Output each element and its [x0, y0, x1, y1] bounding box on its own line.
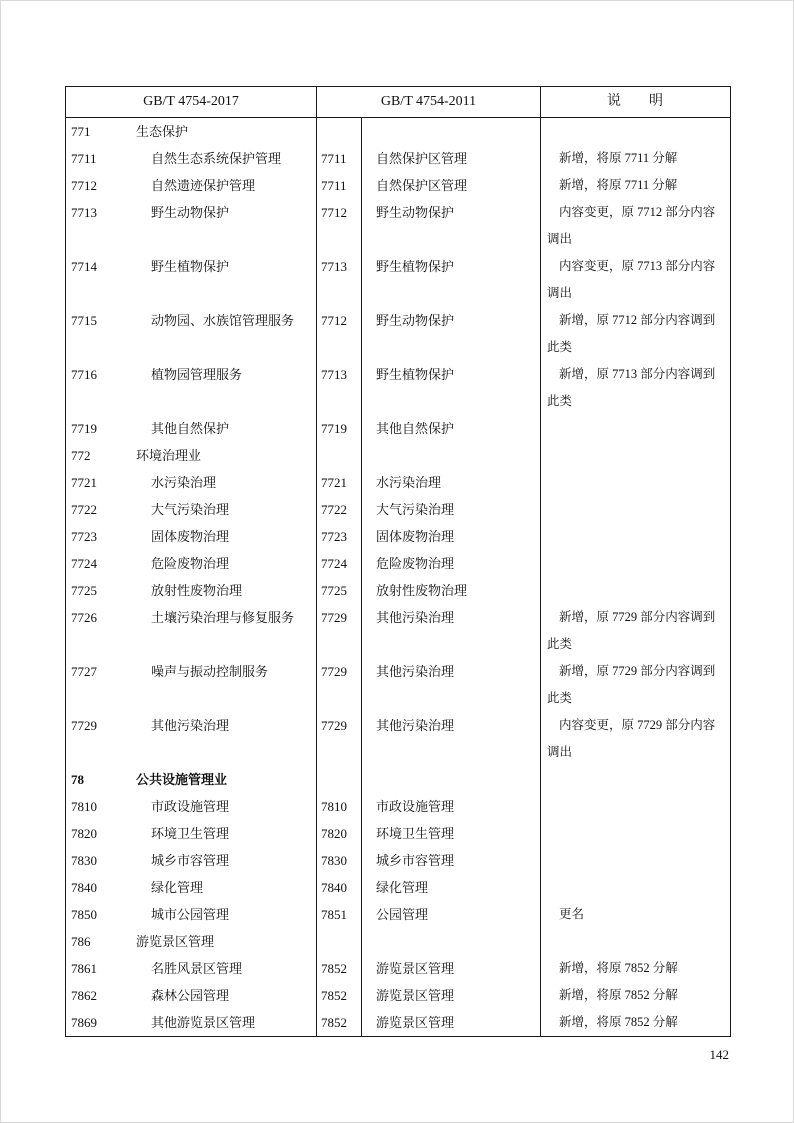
cell-name-2017: 生态保护 — [128, 118, 317, 145]
cell-name-2017: 城市公园管理 — [128, 901, 317, 928]
cell-name-2011: 放射性废物治理 — [362, 577, 541, 604]
cell-note: 新增，将原 7711 分解 — [559, 178, 678, 192]
cell-name-2017: 野生植物保护 — [128, 253, 317, 307]
cell-code-2011: 7729 — [317, 658, 362, 712]
table-row — [66, 442, 730, 469]
cell-code-2011: 7723 — [317, 523, 362, 550]
cell-name-2011: 城乡市容管理 — [362, 847, 541, 874]
table-row — [66, 658, 730, 712]
cell-code-2017: 7830 — [71, 853, 97, 868]
cell-name-2011: 环境卫生管理 — [362, 820, 541, 847]
cell-code-2017: 7723 — [71, 529, 97, 544]
table-row — [66, 415, 730, 442]
cell-name-2011: 自然保护区管理 — [362, 172, 541, 199]
table-row — [66, 550, 730, 577]
cell-name-2017: 危险废物治理 — [128, 550, 317, 577]
cell-code-2017: 7713 — [71, 205, 97, 220]
table-row — [66, 361, 730, 415]
cell-note — [541, 469, 729, 496]
cell-note: 新增，原 7729 部分内容调到此类 — [547, 664, 716, 705]
cell-code-2017: 7711 — [71, 151, 97, 166]
cell-name-2011: 野生植物保护 — [362, 361, 541, 415]
table-row — [66, 766, 730, 793]
table-row — [66, 820, 730, 847]
cell-name-2011 — [362, 442, 541, 469]
cell-name-2017: 绿化管理 — [128, 874, 317, 901]
cell-name-2017: 噪声与振动控制服务 — [128, 658, 317, 712]
cell-note: 更名 — [559, 907, 585, 921]
cell-code-2017: 7714 — [71, 259, 97, 274]
cell-code-2011: 7840 — [317, 874, 362, 901]
cell-code-2011 — [317, 928, 362, 955]
cell-name-2011 — [362, 766, 541, 793]
cell-name-2011: 危险废物治理 — [362, 550, 541, 577]
cell-name-2017: 放射性废物治理 — [128, 577, 317, 604]
cell-code-2011: 7713 — [317, 253, 362, 307]
table-row — [66, 982, 730, 1009]
cell-name-2017: 土壤污染治理与修复服务 — [128, 604, 317, 658]
column-header-gbt-2011: GB/T 4754-2011 — [317, 87, 541, 117]
cell-note — [541, 550, 729, 577]
cell-code-2017: 786 — [71, 934, 91, 949]
table-row — [66, 793, 730, 820]
cell-note — [541, 847, 729, 874]
cell-code-2011: 7719 — [317, 415, 362, 442]
cell-code-2017: 7724 — [71, 556, 97, 571]
cell-note — [541, 793, 729, 820]
table-row — [66, 901, 730, 928]
cell-name-2017: 动物园、水族馆管理服务 — [128, 307, 317, 361]
cell-name-2017: 大气污染治理 — [128, 496, 317, 523]
cell-code-2011: 7711 — [317, 145, 362, 172]
cell-code-2011: 7722 — [317, 496, 362, 523]
cell-name-2017: 自然遗迹保护管理 — [128, 172, 317, 199]
cell-name-2017: 环境卫生管理 — [128, 820, 317, 847]
cell-note: 新增，原 7729 部分内容调到此类 — [547, 610, 716, 651]
cell-name-2011: 其他污染治理 — [362, 658, 541, 712]
cell-code-2017: 7840 — [71, 880, 97, 895]
table-row — [66, 955, 730, 982]
cell-name-2017: 其他游览景区管理 — [128, 1009, 317, 1036]
cell-code-2011: 7830 — [317, 847, 362, 874]
cell-code-2017: 7726 — [71, 610, 97, 625]
table-row — [66, 307, 730, 361]
cell-code-2011 — [317, 766, 362, 793]
cell-code-2017: 7725 — [71, 583, 97, 598]
cell-note — [541, 442, 729, 469]
cell-code-2017: 771 — [71, 124, 91, 139]
table-row — [66, 712, 730, 766]
table-row — [66, 469, 730, 496]
cell-name-2011 — [362, 118, 541, 145]
cell-code-2017: 78 — [71, 772, 84, 787]
cell-note — [541, 820, 729, 847]
cell-name-2017: 其他污染治理 — [128, 712, 317, 766]
cell-code-2011: 7729 — [317, 712, 362, 766]
cell-note — [541, 577, 729, 604]
cell-name-2017: 自然生态系统保护管理 — [128, 145, 317, 172]
cell-note — [541, 118, 729, 145]
cell-code-2011: 7725 — [317, 577, 362, 604]
cell-code-2011: 7724 — [317, 550, 362, 577]
cell-name-2017: 城乡市容管理 — [128, 847, 317, 874]
cell-name-2011 — [362, 928, 541, 955]
cell-note: 新增，将原 7852 分解 — [559, 1015, 678, 1029]
cell-code-2011 — [317, 118, 362, 145]
cell-name-2011: 游览景区管理 — [362, 955, 541, 982]
cell-name-2011: 自然保护区管理 — [362, 145, 541, 172]
cell-code-2017: 7716 — [71, 367, 97, 382]
cell-code-2017: 7869 — [71, 1015, 97, 1030]
table-row — [66, 145, 730, 172]
cell-name-2011: 其他污染治理 — [362, 712, 541, 766]
cell-note: 内容变更，原 7713 部分内容调出 — [547, 259, 716, 300]
table-row — [66, 874, 730, 901]
cell-code-2017: 7820 — [71, 826, 97, 841]
cell-name-2011: 市政设施管理 — [362, 793, 541, 820]
cell-name-2017: 植物园管理服务 — [128, 361, 317, 415]
cell-code-2017: 7850 — [71, 907, 97, 922]
cell-code-2017: 7712 — [71, 178, 97, 193]
classification-comparison-table — [65, 86, 731, 1037]
table-row — [66, 253, 730, 307]
table-body — [66, 118, 730, 1036]
cell-code-2017: 7810 — [71, 799, 97, 814]
cell-name-2011: 大气污染治理 — [362, 496, 541, 523]
cell-note — [541, 523, 729, 550]
cell-name-2011: 水污染治理 — [362, 469, 541, 496]
cell-name-2017: 游览景区管理 — [128, 928, 317, 955]
cell-code-2011: 7852 — [317, 1009, 362, 1036]
cell-code-2017: 7722 — [71, 502, 97, 517]
cell-code-2017: 7727 — [71, 664, 97, 679]
cell-name-2011: 野生动物保护 — [362, 307, 541, 361]
table-row — [66, 172, 730, 199]
cell-code-2011: 7712 — [317, 199, 362, 253]
table-row — [66, 1009, 730, 1036]
cell-code-2017: 7719 — [71, 421, 97, 436]
table-row — [66, 604, 730, 658]
cell-name-2011: 公园管理 — [362, 901, 541, 928]
cell-name-2017: 森林公园管理 — [128, 982, 317, 1009]
table-row — [66, 847, 730, 874]
cell-code-2017: 7715 — [71, 313, 97, 328]
cell-code-2011: 7852 — [317, 982, 362, 1009]
cell-code-2011: 7810 — [317, 793, 362, 820]
cell-note — [541, 874, 729, 901]
cell-name-2017: 水污染治理 — [128, 469, 317, 496]
cell-note: 新增，将原 7852 分解 — [559, 988, 678, 1002]
table-row — [66, 577, 730, 604]
column-header-gbt-2017: GB/T 4754-2017 — [66, 87, 317, 117]
cell-name-2017: 野生动物保护 — [128, 199, 317, 253]
cell-name-2017: 公共设施管理业 — [128, 766, 317, 793]
cell-note: 新增，原 7713 部分内容调到此类 — [547, 367, 716, 408]
cell-name-2017: 环境治理业 — [128, 442, 317, 469]
cell-name-2017: 市政设施管理 — [128, 793, 317, 820]
table-row — [66, 928, 730, 955]
cell-note — [541, 496, 729, 523]
table-row — [66, 199, 730, 253]
table-row — [66, 496, 730, 523]
column-header-notes: 说 明 — [607, 94, 663, 109]
table-row — [66, 523, 730, 550]
cell-name-2017: 固体废物治理 — [128, 523, 317, 550]
cell-code-2011: 7820 — [317, 820, 362, 847]
cell-code-2011 — [317, 442, 362, 469]
cell-code-2011: 7851 — [317, 901, 362, 928]
page-number: 142 — [709, 1047, 729, 1062]
cell-code-2017: 7721 — [71, 475, 97, 490]
cell-note: 内容变更，原 7712 部分内容调出 — [547, 205, 716, 246]
cell-code-2011: 7721 — [317, 469, 362, 496]
cell-name-2011: 固体废物治理 — [362, 523, 541, 550]
cell-code-2011: 7713 — [317, 361, 362, 415]
cell-note: 新增，原 7712 部分内容调到此类 — [547, 313, 716, 354]
cell-name-2011: 野生动物保护 — [362, 199, 541, 253]
cell-note — [541, 928, 729, 955]
cell-name-2017: 其他自然保护 — [128, 415, 317, 442]
cell-code-2017: 772 — [71, 448, 91, 463]
cell-code-2017: 7861 — [71, 961, 97, 976]
cell-code-2011: 7712 — [317, 307, 362, 361]
cell-note — [541, 415, 729, 442]
cell-code-2011: 7711 — [317, 172, 362, 199]
table-row — [66, 118, 730, 145]
cell-code-2017: 7862 — [71, 988, 97, 1003]
cell-code-2011: 7852 — [317, 955, 362, 982]
cell-note: 内容变更，原 7729 部分内容调出 — [547, 718, 716, 759]
cell-name-2011: 其他污染治理 — [362, 604, 541, 658]
cell-code-2017: 7729 — [71, 718, 97, 733]
cell-name-2011: 绿化管理 — [362, 874, 541, 901]
cell-name-2017: 名胜风景区管理 — [128, 955, 317, 982]
cell-note: 新增，将原 7711 分解 — [559, 151, 678, 165]
cell-name-2011: 游览景区管理 — [362, 1009, 541, 1036]
cell-name-2011: 野生植物保护 — [362, 253, 541, 307]
cell-name-2011: 游览景区管理 — [362, 982, 541, 1009]
cell-code-2011: 7729 — [317, 604, 362, 658]
table-header-row — [66, 87, 730, 118]
cell-note — [541, 766, 729, 793]
cell-note: 新增，将原 7852 分解 — [559, 961, 678, 975]
cell-name-2011: 其他自然保护 — [362, 415, 541, 442]
